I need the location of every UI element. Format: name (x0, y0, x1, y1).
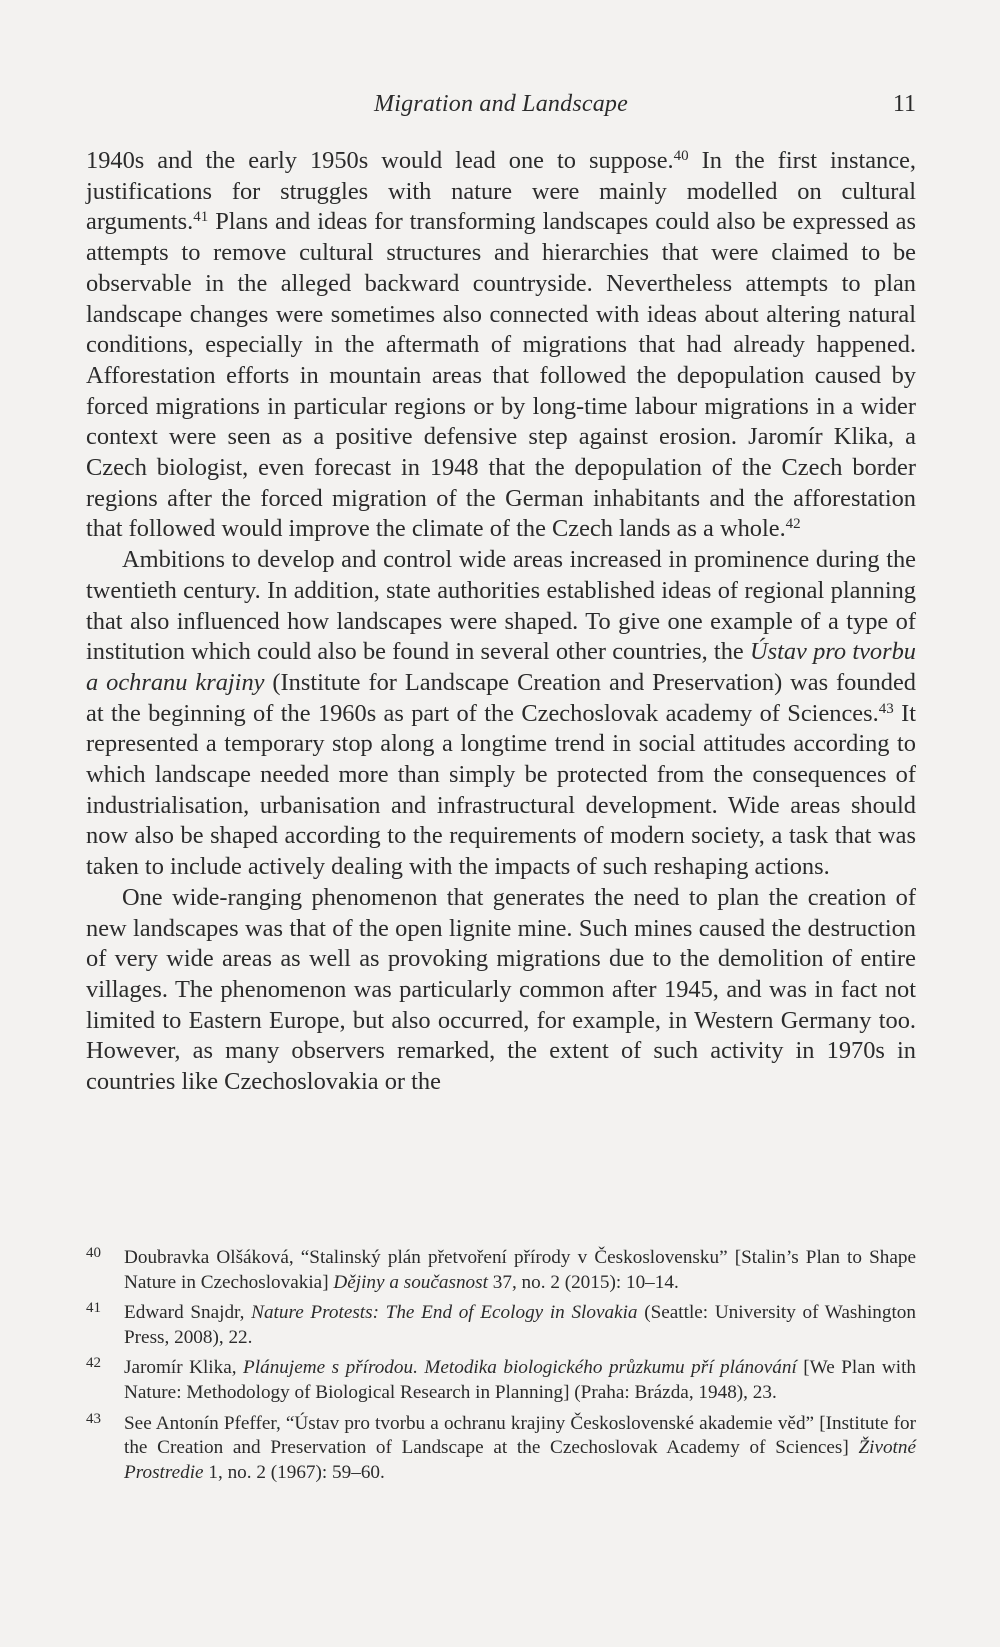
footnotes (86, 1246, 916, 1491)
paragraph (86, 146, 916, 545)
text-span: (Institute for Landscape Creation and Preservation) was founded at the beginning of the 1960s as part of the Czechoslovak academy of Sciences. (86, 668, 916, 727)
text-span: It represented a temporary stop along a longtime trend in social attitudes according to which landscape needed more than simply be protected from the consequences of industrialisation, urbanisation and infrastructural development. Wide areas should now also be shaped according to the requirements of modern society, a task that was taken to include actively dealing with the impacts of such reshaping actions. (86, 699, 916, 881)
footnote-reference: 43 (878, 700, 894, 717)
italic-title: Dějiny a současnost (333, 1271, 488, 1293)
text-span: Plans and ideas for transforming landscapes could also be expressed as attempts to remove cultural structures and hierarchies that were claimed to be observable in the alleged backward countryside. Nevertheless attempts to plan landscape changes were sometimes also connected with ideas about altering natural conditions, especially in the aftermath of migrations that had already happened. Afforestation efforts in mountain areas that followed the depopulation caused by forced migrations in particular regions or by long-time labour migrations in a wider context were seen as a positive defensive step against erosion. Jaromír Klika, a Czech biologist, even forecast in 1948 that the depopulation of the Czech border regions after the forced migration of the German inhabitants and the afforestation that followed would improve the climate of the Czech lands as a whole. (86, 208, 916, 543)
footnote-reference: 42 (785, 516, 801, 533)
italic-title: Nature Protests: The End of Ecology in Slovakia (251, 1302, 638, 1324)
footnote-41 (86, 1301, 916, 1350)
paragraph (86, 545, 916, 883)
text-span: 37, no. 2 (2015): 10–14. (487, 1271, 679, 1293)
footnote-40 (86, 1246, 916, 1295)
footnote-number: 42 (86, 1355, 101, 1372)
paragraph (86, 883, 916, 1098)
footnote-number: 40 (86, 1245, 101, 1261)
text-span: [We Plan with Nature: Methodology of Biological Research in Planning] (Praha: Brázda, 1948), 23. (124, 1357, 916, 1403)
running-head (86, 84, 916, 124)
text-span: One wide-ranging phenomenon that generates the need to plan the creation of new landscapes was that of the open lignite mine. Such mines caused the destruction of very wide areas as well as provoking migrations due to the demolition of entire villages. The phenomenon was particularly common after 1945, and was in fact not limited to Eastern Europe, but also occurred, for example, in Western Germany too. However, as many observers remarked, the extent of such activity in 1970s in countries like Czechoslovakia or the (86, 883, 916, 1096)
footnote-42 (86, 1356, 916, 1405)
text-span: Doubravka Olšáková, “Stalinský plán přetvoření přírody v Československu” [Stalin’s Plan to Shape Nature in Czechoslovakia] (124, 1247, 916, 1293)
text-span: Ambitions to develop and control wide areas increased in prominence during the twentieth century. In addition, state authorities established ideas of regional planning that also influenced how landscapes were shaped. To give one example of a type of institution which could also be found in several other countries, the (86, 546, 916, 666)
text-span: 1940s and the early 1950s would lead one to suppose. (86, 147, 674, 174)
italic-title: Životné Prostredie (124, 1437, 916, 1483)
page-number: 11 (892, 91, 916, 117)
italic-title: Ústav pro tvorbu a ochranu krajiny (86, 638, 916, 696)
text-span: In the first instance, justifications for struggles with nature were mainly modelled on cultural arguments. (86, 147, 916, 236)
running-title: Migration and Landscape (374, 91, 628, 117)
text-span: (Seattle: University of Washington Press, 2008), 22. (124, 1302, 916, 1348)
footnote-reference: 40 (673, 148, 689, 164)
text-span: See Antonín Pfeffer, “Ústav pro tvorbu a ochranu krajiny Československé akademie věd” [Institute for the Creation and Preservation of Landscape at the Czechoslovak Academy of Sciences] (124, 1412, 916, 1459)
text-span: Edward Snajdr, (124, 1302, 252, 1324)
body-text (86, 146, 916, 1098)
text-span: Jaromír Klika, (124, 1357, 244, 1379)
text-span: 1, no. 2 (1967): 59–60. (203, 1461, 385, 1483)
footnote-number: 43 (86, 1410, 101, 1427)
italic-title: Plánujeme s přírodou. Metodika biologického průzkumu pří plánování (243, 1357, 797, 1379)
footnote-43 (86, 1412, 916, 1486)
footnote-reference: 41 (193, 209, 209, 226)
footnote-number: 41 (86, 1300, 101, 1317)
